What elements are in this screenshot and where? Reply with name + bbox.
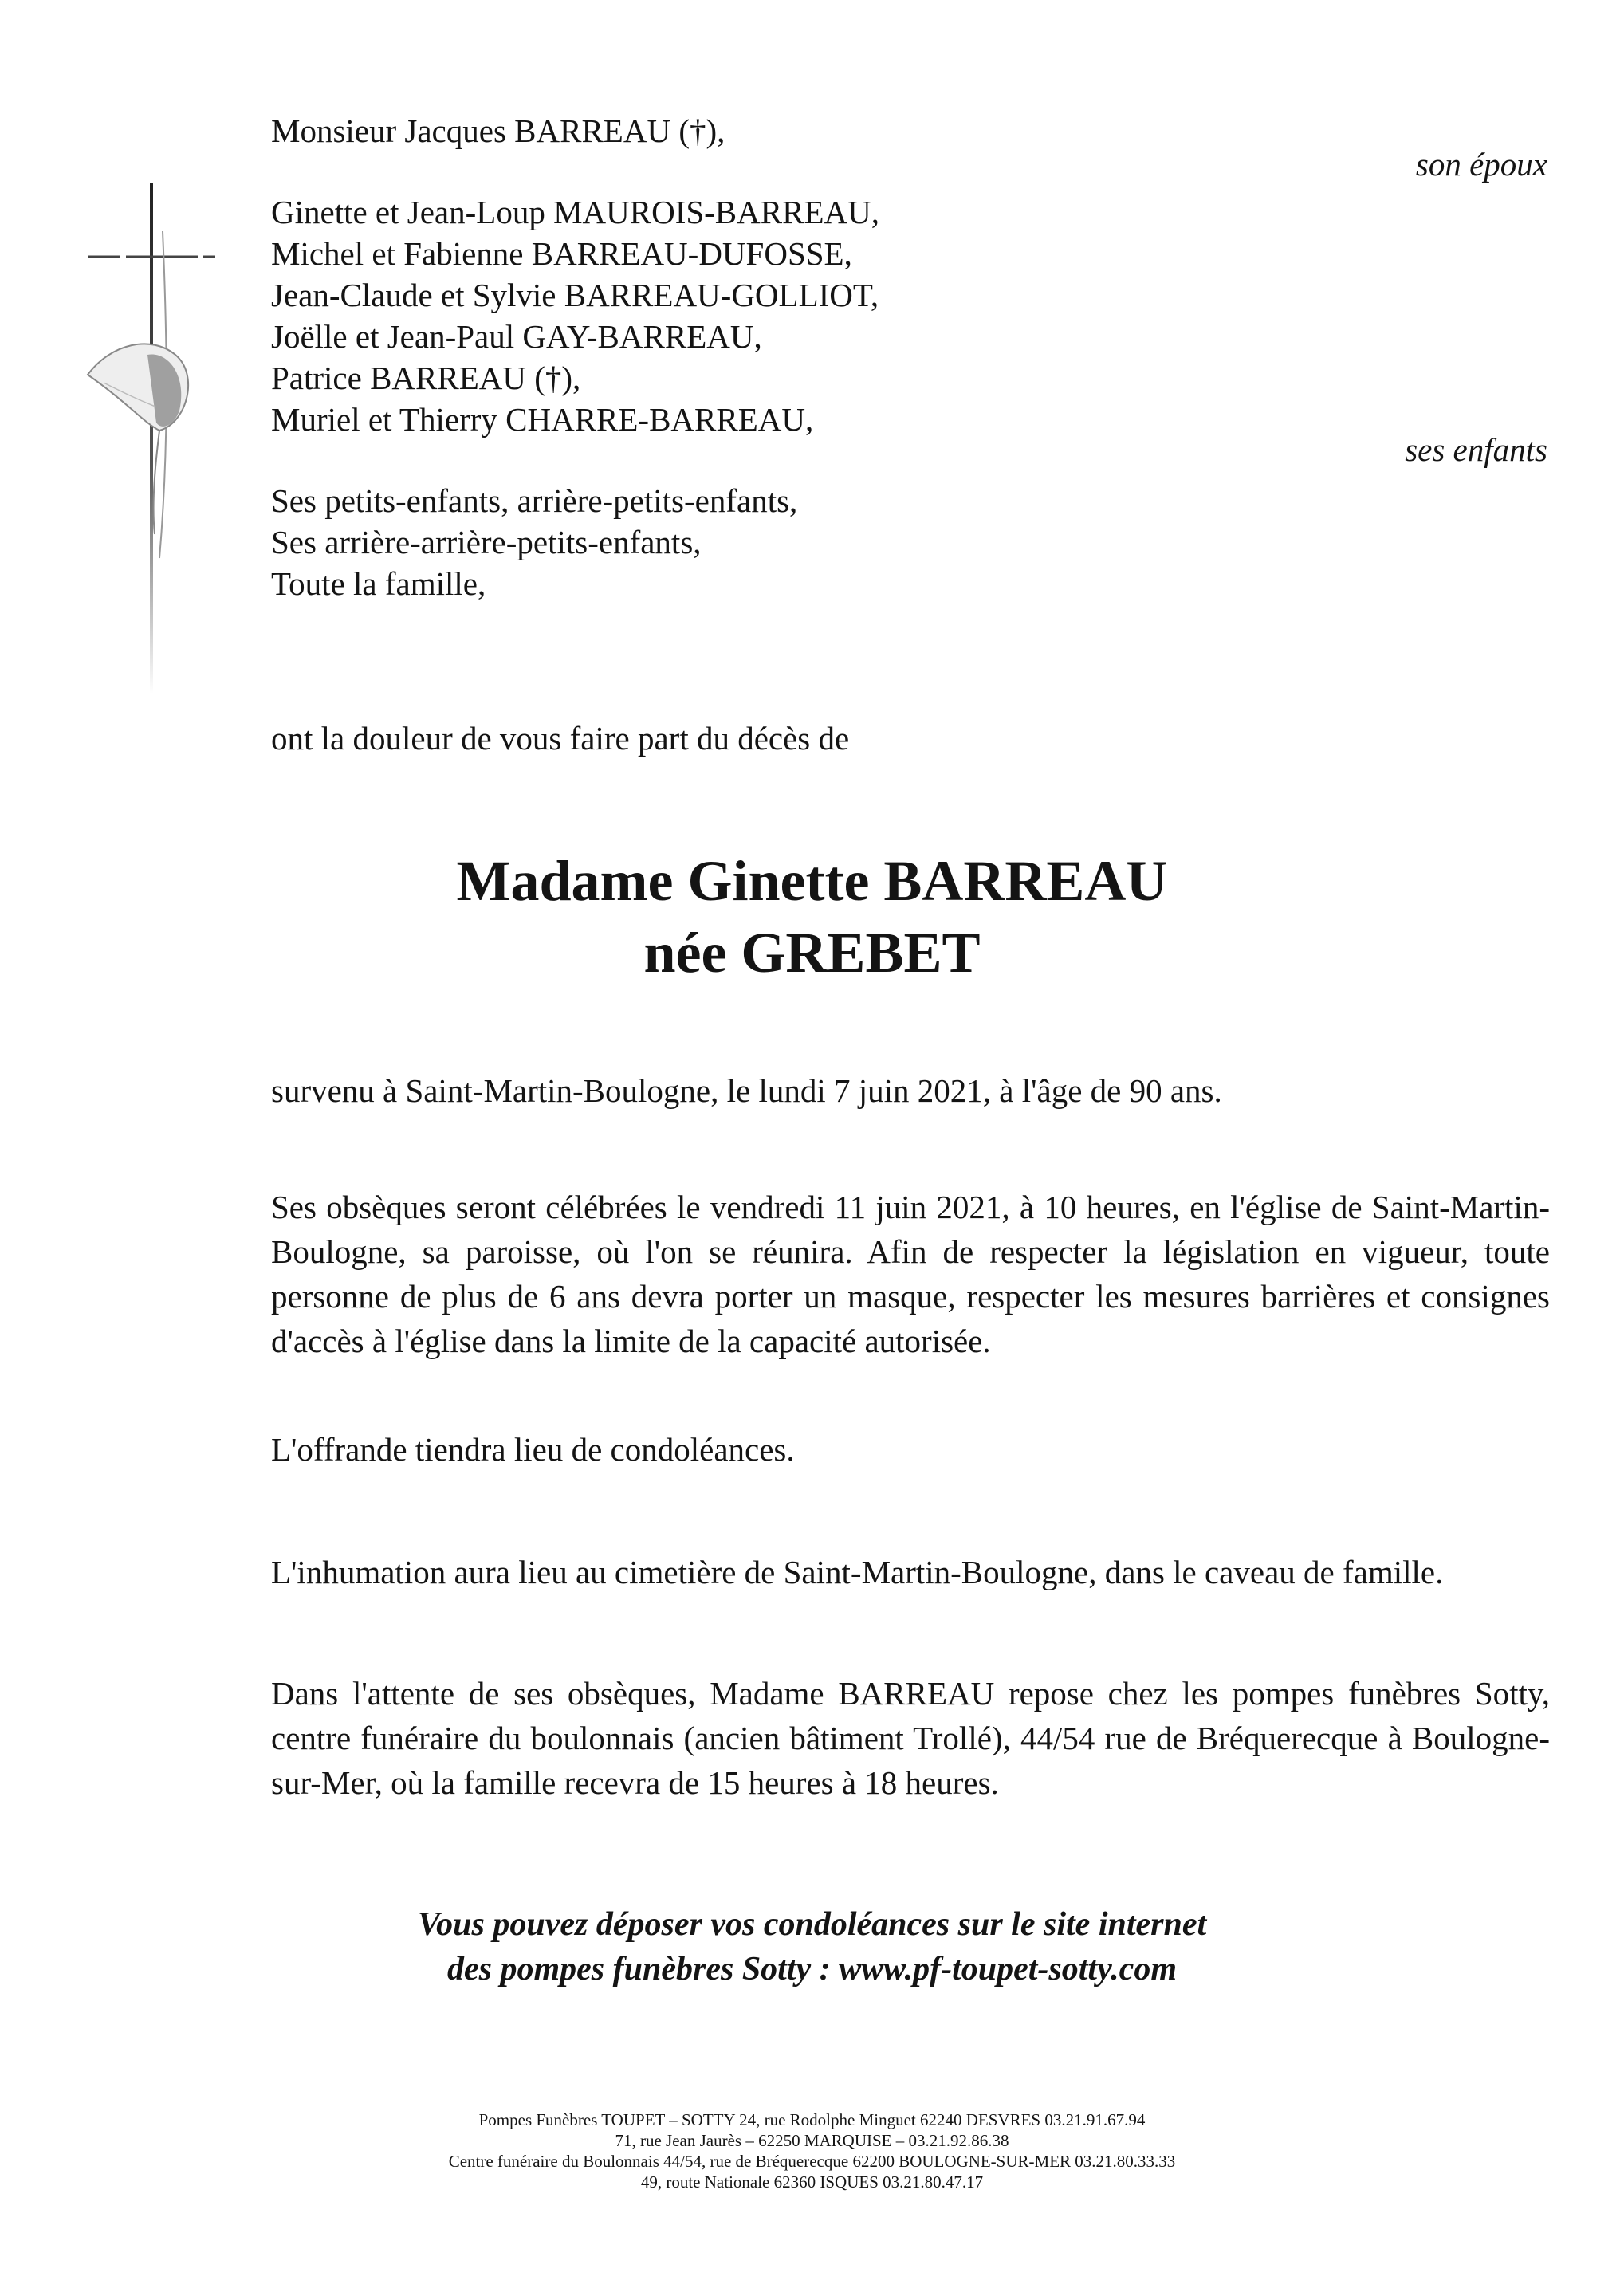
deceased-name-line2: née GREBET [643, 921, 981, 985]
cross-lily-icon [80, 183, 223, 694]
family-list [271, 110, 879, 604]
child-line: Ginette et Jean-Loup MAUROIS-BARREAU, [271, 194, 879, 230]
relative-line: Ses arrière-arrière-petits-enfants, [271, 524, 702, 560]
relative-line: Ses petits-enfants, arrière-petits-enfants, [271, 482, 798, 519]
spouse-line: Monsieur Jacques BARREAU (†), [271, 112, 725, 149]
offering-note: L'offrande tiendra lieu de condoléances. [271, 1431, 795, 1468]
footer-line: Centre funéraire du Boulonnais 44/54, rue de Bréquerecque 62200 BOULOGNE-SUR-MER 03.21.80.33.33 [448, 2152, 1176, 2171]
child-line: Patrice BARREAU (†), [271, 360, 581, 396]
child-line: Jean-Claude et Sylvie BARREAU-GOLLIOT, [271, 277, 879, 313]
visitation-details: Dans l'attente de ses obsèques, Madame BARREAU repose chez les pompes funèbres Sotty, centre funéraire du boulonnais (ancien bâtiment Trollé), 44/54 rue de Bréquerecque à Boulogne-sur-Mer, où la famille recevra de 15 heures à 18 heures. [271, 1675, 1550, 1801]
deceased-name [0, 845, 1624, 989]
funeral-details: Ses obsèques seront célébrées le vendredi 11 juin 2021, à 10 heures, en l'église de Saint-Martin-Boulogne, sa paroisse, où l'on se réunira. Afin de respecter la législation en vigueur, toute personne de plus de 6 ans devra porter un masque, respecter les mesures barrières et consignes d'accès à l'église dans la limite de la capacité autorisée. [271, 1189, 1550, 1359]
condolences-note [0, 1902, 1624, 1991]
child-line: Joëlle et Jean-Paul GAY-BARREAU, [271, 318, 762, 355]
relative-line: Toute la famille, [271, 565, 486, 602]
burial-details: L'inhumation aura lieu au cimetière de Saint-Martin-Boulogne, dans le caveau de famille. [271, 1554, 1444, 1590]
announcement-intro: ont la douleur de vous faire part du décès de [271, 720, 850, 757]
role-spouse: son époux [1415, 146, 1547, 183]
deceased-name-line1: Madame Ginette BARREAU [456, 849, 1168, 913]
death-details: survenu à Saint-Martin-Boulogne, le lundi 7 juin 2021, à l'âge de 90 ans. [271, 1072, 1222, 1109]
footer-line: 71, rue Jean Jaurès – 62250 MARQUISE – 03.21.92.86.38 [615, 2131, 1009, 2150]
condolences-line1: Vous pouvez déposer vos condoléances sur le site internet [417, 1906, 1207, 1943]
funeral-home-footer [0, 2109, 1624, 2192]
footer-line: Pompes Funèbres TOUPET – SOTTY 24, rue Rodolphe Minguet 62240 DESVRES 03.21.91.67.94 [478, 2110, 1146, 2129]
child-line: Muriel et Thierry CHARRE-BARREAU, [271, 401, 814, 438]
footer-line: 49, route Nationale 62360 ISQUES 03.21.80.47.17 [640, 2172, 984, 2192]
condolences-line2: des pompes funèbres Sotty : www.pf-toupet-sotty.com [447, 1951, 1177, 1987]
role-children: ses enfants [1405, 431, 1547, 468]
child-line: Michel et Fabienne BARREAU-DUFOSSE, [271, 235, 852, 272]
